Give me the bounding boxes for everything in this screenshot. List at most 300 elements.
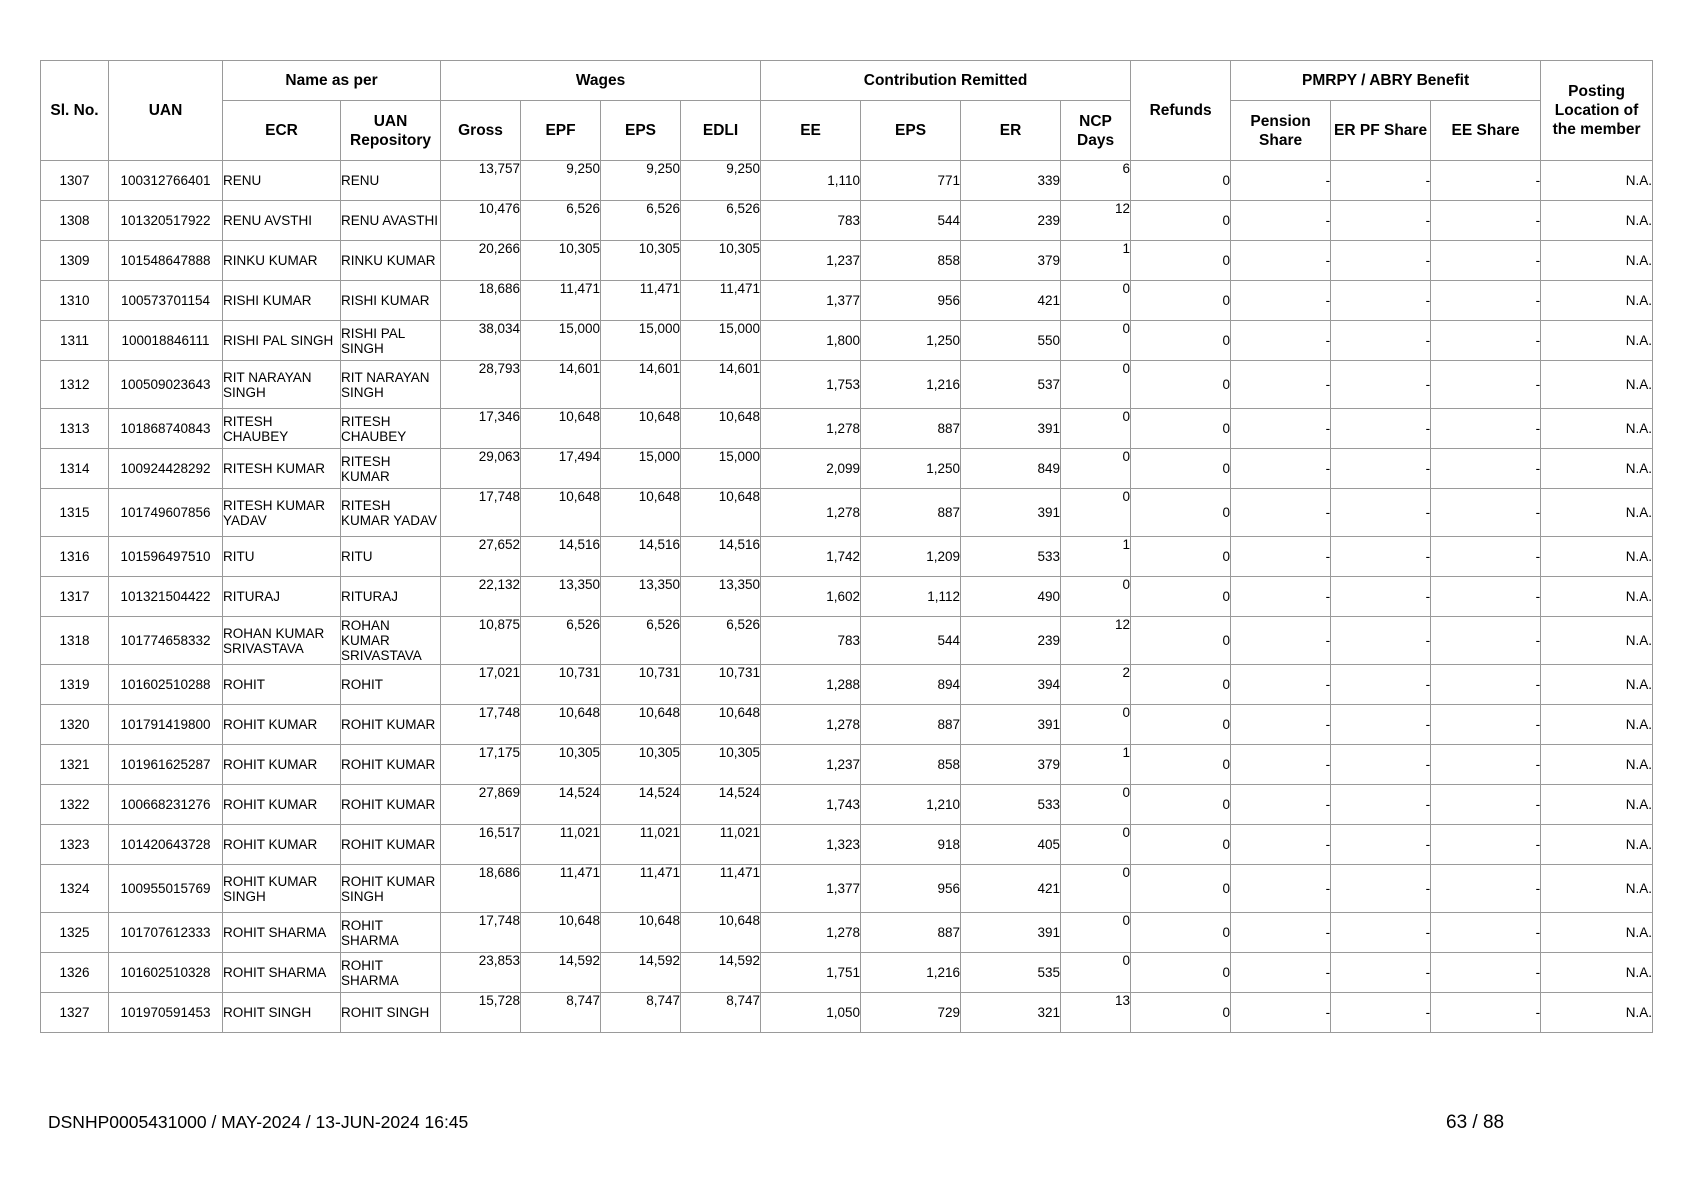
cell-uan: 100668231276 — [109, 785, 223, 825]
cell-er-pf-share: - — [1331, 449, 1431, 489]
cell-ncp-days: 0 — [1061, 409, 1131, 449]
header-ee-share: EE Share — [1431, 101, 1541, 161]
cell-ncp-days: 6 — [1061, 161, 1131, 201]
cell-gross: 18,686 — [441, 281, 521, 321]
cell-ncp-days: 2 — [1061, 665, 1131, 705]
table-row — [41, 321, 1653, 361]
cell-pension-share: - — [1231, 665, 1331, 705]
header-ncp-days: NCP Days — [1061, 101, 1131, 161]
cell-name-uan-repository: RINKU KUMAR — [341, 241, 441, 281]
cell-edli: 6,526 — [681, 201, 761, 241]
cell-sl-no: 1310 — [41, 281, 109, 321]
cell-er: 533 — [961, 537, 1061, 577]
cell-uan: 101596497510 — [109, 537, 223, 577]
cell-refunds: 0 — [1131, 361, 1231, 409]
cell-epf: 10,648 — [521, 409, 601, 449]
cell-ncp-days: 1 — [1061, 745, 1131, 785]
cell-name-uan-repository: RITESH KUMAR YADAV — [341, 489, 441, 537]
cell-epf: 11,471 — [521, 281, 601, 321]
cell-epf: 14,592 — [521, 953, 601, 993]
cell-er-pf-share: - — [1331, 361, 1431, 409]
cell-er-pf-share: - — [1331, 825, 1431, 865]
cell-sl-no: 1312 — [41, 361, 109, 409]
cell-ncp-days: 0 — [1061, 577, 1131, 617]
cell-gross: 17,021 — [441, 665, 521, 705]
cell-er: 391 — [961, 913, 1061, 953]
cell-gross: 29,063 — [441, 449, 521, 489]
cell-er-pf-share: - — [1331, 201, 1431, 241]
cell-ee: 1,110 — [761, 161, 861, 201]
cell-contribution-eps: 1,112 — [861, 577, 961, 617]
cell-refunds: 0 — [1131, 161, 1231, 201]
ecr-contribution-table — [40, 60, 1653, 1033]
cell-er: 391 — [961, 705, 1061, 745]
cell-sl-no: 1324 — [41, 865, 109, 913]
cell-uan: 101961625287 — [109, 745, 223, 785]
cell-epf: 14,516 — [521, 537, 601, 577]
table-row — [41, 617, 1653, 665]
cell-er-pf-share: - — [1331, 993, 1431, 1033]
cell-eps: 10,648 — [601, 705, 681, 745]
cell-ee-share: - — [1431, 449, 1541, 489]
cell-er: 239 — [961, 201, 1061, 241]
cell-er: 421 — [961, 281, 1061, 321]
cell-posting-location: N.A. — [1541, 321, 1653, 361]
cell-sl-no: 1327 — [41, 993, 109, 1033]
cell-refunds: 0 — [1131, 449, 1231, 489]
cell-posting-location: N.A. — [1541, 409, 1653, 449]
cell-pension-share: - — [1231, 161, 1331, 201]
cell-eps: 11,471 — [601, 281, 681, 321]
table-row — [41, 865, 1653, 913]
cell-contribution-eps: 1,209 — [861, 537, 961, 577]
header-posting-location: Posting Location of the member — [1541, 61, 1653, 161]
header-name-as-per: Name as per — [223, 61, 441, 101]
cell-edli: 14,516 — [681, 537, 761, 577]
cell-ncp-days: 0 — [1061, 281, 1131, 321]
cell-name-uan-repository: RENU AVASTHI — [341, 201, 441, 241]
cell-eps: 14,601 — [601, 361, 681, 409]
cell-gross: 27,869 — [441, 785, 521, 825]
cell-eps: 6,526 — [601, 617, 681, 665]
cell-pension-share: - — [1231, 361, 1331, 409]
header-ee: EE — [761, 101, 861, 161]
table-row — [41, 161, 1653, 201]
cell-ncp-days: 0 — [1061, 785, 1131, 825]
cell-contribution-eps: 858 — [861, 745, 961, 785]
cell-pension-share: - — [1231, 913, 1331, 953]
cell-name-uan-repository: ROHIT KUMAR — [341, 705, 441, 745]
cell-name-ecr: ROHIT KUMAR SINGH — [223, 865, 341, 913]
cell-epf: 14,601 — [521, 361, 601, 409]
cell-uan: 101970591453 — [109, 993, 223, 1033]
cell-uan: 100955015769 — [109, 865, 223, 913]
cell-gross: 13,757 — [441, 161, 521, 201]
cell-contribution-eps: 887 — [861, 409, 961, 449]
cell-gross: 10,875 — [441, 617, 521, 665]
cell-ee-share: - — [1431, 953, 1541, 993]
cell-refunds: 0 — [1131, 993, 1231, 1033]
header-epf: EPF — [521, 101, 601, 161]
cell-name-ecr: ROHIT SINGH — [223, 993, 341, 1033]
cell-epf: 6,526 — [521, 201, 601, 241]
cell-posting-location: N.A. — [1541, 745, 1653, 785]
cell-ee-share: - — [1431, 489, 1541, 537]
cell-pension-share: - — [1231, 489, 1331, 537]
cell-refunds: 0 — [1131, 953, 1231, 993]
cell-refunds: 0 — [1131, 913, 1231, 953]
cell-name-uan-repository: ROHIT — [341, 665, 441, 705]
cell-eps: 13,350 — [601, 577, 681, 617]
cell-ncp-days: 0 — [1061, 705, 1131, 745]
cell-ee: 1,278 — [761, 705, 861, 745]
cell-sl-no: 1314 — [41, 449, 109, 489]
cell-posting-location: N.A. — [1541, 705, 1653, 745]
cell-er-pf-share: - — [1331, 161, 1431, 201]
cell-ee: 1,377 — [761, 865, 861, 913]
cell-name-uan-repository: RIT NARAYAN SINGH — [341, 361, 441, 409]
cell-uan: 100018846111 — [109, 321, 223, 361]
cell-uan: 101602510328 — [109, 953, 223, 993]
cell-refunds: 0 — [1131, 745, 1231, 785]
cell-posting-location: N.A. — [1541, 361, 1653, 409]
cell-epf: 11,021 — [521, 825, 601, 865]
header-ecr: ECR — [223, 101, 341, 161]
cell-eps: 10,648 — [601, 489, 681, 537]
cell-pension-share: - — [1231, 321, 1331, 361]
cell-ee-share: - — [1431, 409, 1541, 449]
cell-er-pf-share: - — [1331, 665, 1431, 705]
cell-pension-share: - — [1231, 993, 1331, 1033]
cell-contribution-eps: 544 — [861, 617, 961, 665]
cell-eps: 14,524 — [601, 785, 681, 825]
cell-ncp-days: 12 — [1061, 617, 1131, 665]
cell-name-uan-repository: ROHIT KUMAR — [341, 745, 441, 785]
cell-ee-share: - — [1431, 825, 1541, 865]
cell-epf: 6,526 — [521, 617, 601, 665]
cell-name-ecr: ROHIT — [223, 665, 341, 705]
cell-eps: 10,648 — [601, 409, 681, 449]
cell-refunds: 0 — [1131, 489, 1231, 537]
cell-ncp-days: 0 — [1061, 321, 1131, 361]
table-row — [41, 785, 1653, 825]
cell-refunds: 0 — [1131, 201, 1231, 241]
cell-er: 550 — [961, 321, 1061, 361]
cell-eps: 10,648 — [601, 913, 681, 953]
header-uan-repository: UAN Repository — [341, 101, 441, 161]
cell-ee: 1,278 — [761, 489, 861, 537]
cell-contribution-eps: 887 — [861, 705, 961, 745]
cell-name-ecr: ROHAN KUMAR SRIVASTAVA — [223, 617, 341, 665]
cell-refunds: 0 — [1131, 577, 1231, 617]
cell-ee-share: - — [1431, 993, 1541, 1033]
cell-contribution-eps: 544 — [861, 201, 961, 241]
table-row — [41, 705, 1653, 745]
cell-gross: 28,793 — [441, 361, 521, 409]
cell-ncp-days: 0 — [1061, 953, 1131, 993]
cell-contribution-eps: 771 — [861, 161, 961, 201]
cell-eps: 8,747 — [601, 993, 681, 1033]
table-row — [41, 577, 1653, 617]
cell-sl-no: 1319 — [41, 665, 109, 705]
cell-ee-share: - — [1431, 785, 1541, 825]
cell-ncp-days: 0 — [1061, 361, 1131, 409]
table-row — [41, 409, 1653, 449]
cell-er: 391 — [961, 489, 1061, 537]
cell-ee-share: - — [1431, 665, 1541, 705]
cell-edli: 10,648 — [681, 409, 761, 449]
cell-er-pf-share: - — [1331, 537, 1431, 577]
cell-uan: 101602510288 — [109, 665, 223, 705]
header-refunds: Refunds — [1131, 61, 1231, 161]
cell-ee: 1,743 — [761, 785, 861, 825]
cell-edli: 6,526 — [681, 617, 761, 665]
cell-contribution-eps: 918 — [861, 825, 961, 865]
cell-uan: 101791419800 — [109, 705, 223, 745]
cell-pension-share: - — [1231, 953, 1331, 993]
cell-ee-share: - — [1431, 361, 1541, 409]
header-eps: EPS — [601, 101, 681, 161]
header-pension-share: Pension Share — [1231, 101, 1331, 161]
cell-pension-share: - — [1231, 577, 1331, 617]
cell-name-ecr: RITURAJ — [223, 577, 341, 617]
cell-edli: 10,731 — [681, 665, 761, 705]
cell-er: 405 — [961, 825, 1061, 865]
cell-sl-no: 1307 — [41, 161, 109, 201]
cell-gross: 20,266 — [441, 241, 521, 281]
cell-uan: 100509023643 — [109, 361, 223, 409]
cell-ee-share: - — [1431, 705, 1541, 745]
cell-ncp-days: 12 — [1061, 201, 1131, 241]
cell-ncp-days: 1 — [1061, 241, 1131, 281]
cell-contribution-eps: 956 — [861, 865, 961, 913]
header-uan: UAN — [109, 61, 223, 161]
cell-pension-share: - — [1231, 241, 1331, 281]
cell-posting-location: N.A. — [1541, 161, 1653, 201]
cell-name-uan-repository: ROHIT KUMAR — [341, 785, 441, 825]
header-edli: EDLI — [681, 101, 761, 161]
cell-epf: 10,731 — [521, 665, 601, 705]
table-row — [41, 537, 1653, 577]
cell-gross: 22,132 — [441, 577, 521, 617]
cell-eps: 10,731 — [601, 665, 681, 705]
cell-ee: 1,278 — [761, 913, 861, 953]
cell-eps: 15,000 — [601, 321, 681, 361]
cell-sl-no: 1315 — [41, 489, 109, 537]
cell-pension-share: - — [1231, 281, 1331, 321]
cell-edli: 13,350 — [681, 577, 761, 617]
cell-uan: 100573701154 — [109, 281, 223, 321]
cell-name-ecr: RITU — [223, 537, 341, 577]
cell-sl-no: 1309 — [41, 241, 109, 281]
cell-gross: 10,476 — [441, 201, 521, 241]
cell-eps: 10,305 — [601, 241, 681, 281]
cell-ee-share: - — [1431, 577, 1541, 617]
cell-er-pf-share: - — [1331, 953, 1431, 993]
cell-gross: 17,748 — [441, 705, 521, 745]
cell-sl-no: 1317 — [41, 577, 109, 617]
cell-er-pf-share: - — [1331, 617, 1431, 665]
cell-er: 535 — [961, 953, 1061, 993]
cell-posting-location: N.A. — [1541, 537, 1653, 577]
cell-sl-no: 1325 — [41, 913, 109, 953]
cell-epf: 10,648 — [521, 913, 601, 953]
cell-epf: 15,000 — [521, 321, 601, 361]
cell-posting-location: N.A. — [1541, 241, 1653, 281]
cell-epf: 14,524 — [521, 785, 601, 825]
cell-edli: 11,471 — [681, 865, 761, 913]
cell-pension-share: - — [1231, 617, 1331, 665]
cell-ee: 1,377 — [761, 281, 861, 321]
header-contribution-eps: EPS — [861, 101, 961, 161]
table-row — [41, 993, 1653, 1033]
cell-gross: 38,034 — [441, 321, 521, 361]
header-gross: Gross — [441, 101, 521, 161]
cell-pension-share: - — [1231, 745, 1331, 785]
cell-name-ecr: ROHIT KUMAR — [223, 705, 341, 745]
cell-pension-share: - — [1231, 825, 1331, 865]
cell-name-uan-repository: ROHIT KUMAR — [341, 825, 441, 865]
cell-epf: 10,648 — [521, 489, 601, 537]
table-row — [41, 281, 1653, 321]
cell-contribution-eps: 1,250 — [861, 449, 961, 489]
cell-er: 339 — [961, 161, 1061, 201]
cell-ee: 1,602 — [761, 577, 861, 617]
table-row — [41, 449, 1653, 489]
cell-ee-share: - — [1431, 201, 1541, 241]
cell-posting-location: N.A. — [1541, 825, 1653, 865]
cell-ee-share: - — [1431, 913, 1541, 953]
cell-epf: 8,747 — [521, 993, 601, 1033]
cell-sl-no: 1326 — [41, 953, 109, 993]
cell-er-pf-share: - — [1331, 785, 1431, 825]
cell-edli: 15,000 — [681, 449, 761, 489]
cell-epf: 10,305 — [521, 745, 601, 785]
cell-contribution-eps: 1,250 — [861, 321, 961, 361]
cell-contribution-eps: 887 — [861, 489, 961, 537]
cell-ee: 1,753 — [761, 361, 861, 409]
table-row — [41, 665, 1653, 705]
cell-name-uan-repository: RENU — [341, 161, 441, 201]
cell-ee: 1,237 — [761, 745, 861, 785]
cell-edli: 15,000 — [681, 321, 761, 361]
cell-name-uan-repository: ROHAN KUMAR SRIVASTAVA — [341, 617, 441, 665]
cell-sl-no: 1323 — [41, 825, 109, 865]
cell-name-uan-repository: ROHIT SINGH — [341, 993, 441, 1033]
cell-eps: 15,000 — [601, 449, 681, 489]
cell-ee: 1,323 — [761, 825, 861, 865]
cell-name-ecr: ROHIT KUMAR — [223, 785, 341, 825]
cell-name-uan-repository: ROHIT SHARMA — [341, 913, 441, 953]
cell-refunds: 0 — [1131, 825, 1231, 865]
cell-uan: 100312766401 — [109, 161, 223, 201]
cell-posting-location: N.A. — [1541, 449, 1653, 489]
cell-er: 849 — [961, 449, 1061, 489]
cell-refunds: 0 — [1131, 617, 1231, 665]
table-body — [41, 161, 1653, 1033]
cell-epf: 9,250 — [521, 161, 601, 201]
cell-edli: 9,250 — [681, 161, 761, 201]
cell-posting-location: N.A. — [1541, 617, 1653, 665]
cell-contribution-eps: 887 — [861, 913, 961, 953]
cell-sl-no: 1311 — [41, 321, 109, 361]
cell-er-pf-share: - — [1331, 409, 1431, 449]
header-sl-no: Sl. No. — [41, 61, 109, 161]
cell-name-ecr: RISHI PAL SINGH — [223, 321, 341, 361]
cell-name-ecr: RITESH KUMAR — [223, 449, 341, 489]
cell-er: 321 — [961, 993, 1061, 1033]
cell-eps: 11,471 — [601, 865, 681, 913]
cell-eps: 14,592 — [601, 953, 681, 993]
cell-ee: 1,742 — [761, 537, 861, 577]
cell-edli: 10,648 — [681, 705, 761, 745]
cell-ee: 783 — [761, 201, 861, 241]
cell-er: 391 — [961, 409, 1061, 449]
cell-pension-share: - — [1231, 201, 1331, 241]
cell-ee-share: - — [1431, 745, 1541, 785]
cell-er-pf-share: - — [1331, 281, 1431, 321]
cell-uan: 101749607856 — [109, 489, 223, 537]
cell-ee: 1,050 — [761, 993, 861, 1033]
cell-eps: 10,305 — [601, 745, 681, 785]
table-header — [41, 61, 1653, 161]
cell-gross: 17,175 — [441, 745, 521, 785]
cell-name-ecr: RIT NARAYAN SINGH — [223, 361, 341, 409]
cell-posting-location: N.A. — [1541, 201, 1653, 241]
cell-refunds: 0 — [1131, 705, 1231, 745]
cell-name-uan-repository: RISHI KUMAR — [341, 281, 441, 321]
cell-er-pf-share: - — [1331, 705, 1431, 745]
cell-er: 421 — [961, 865, 1061, 913]
cell-uan: 101707612333 — [109, 913, 223, 953]
cell-contribution-eps: 729 — [861, 993, 961, 1033]
cell-refunds: 0 — [1131, 537, 1231, 577]
cell-sl-no: 1318 — [41, 617, 109, 665]
cell-er-pf-share: - — [1331, 913, 1431, 953]
cell-er: 379 — [961, 241, 1061, 281]
cell-pension-share: - — [1231, 865, 1331, 913]
cell-er: 239 — [961, 617, 1061, 665]
cell-name-ecr: ROHIT SHARMA — [223, 953, 341, 993]
cell-gross: 17,748 — [441, 913, 521, 953]
cell-uan: 101420643728 — [109, 825, 223, 865]
cell-name-ecr: ROHIT KUMAR — [223, 745, 341, 785]
cell-pension-share: - — [1231, 537, 1331, 577]
cell-epf: 13,350 — [521, 577, 601, 617]
cell-er: 394 — [961, 665, 1061, 705]
cell-posting-location: N.A. — [1541, 665, 1653, 705]
cell-ncp-days: 1 — [1061, 537, 1131, 577]
header-er-pf-share: ER PF Share — [1331, 101, 1431, 161]
header-er: ER — [961, 101, 1061, 161]
cell-uan: 101321504422 — [109, 577, 223, 617]
cell-sl-no: 1316 — [41, 537, 109, 577]
cell-eps: 14,516 — [601, 537, 681, 577]
cell-name-uan-repository: ROHIT KUMAR SINGH — [341, 865, 441, 913]
cell-ee: 2,099 — [761, 449, 861, 489]
cell-ncp-days: 0 — [1061, 825, 1131, 865]
cell-name-uan-repository: RITESH KUMAR — [341, 449, 441, 489]
cell-gross: 16,517 — [441, 825, 521, 865]
table-row — [41, 241, 1653, 281]
cell-ee: 1,237 — [761, 241, 861, 281]
cell-gross: 15,728 — [441, 993, 521, 1033]
cell-edli: 8,747 — [681, 993, 761, 1033]
cell-ncp-days: 0 — [1061, 865, 1131, 913]
cell-name-ecr: RINKU KUMAR — [223, 241, 341, 281]
cell-pension-share: - — [1231, 409, 1331, 449]
cell-edli: 10,305 — [681, 745, 761, 785]
